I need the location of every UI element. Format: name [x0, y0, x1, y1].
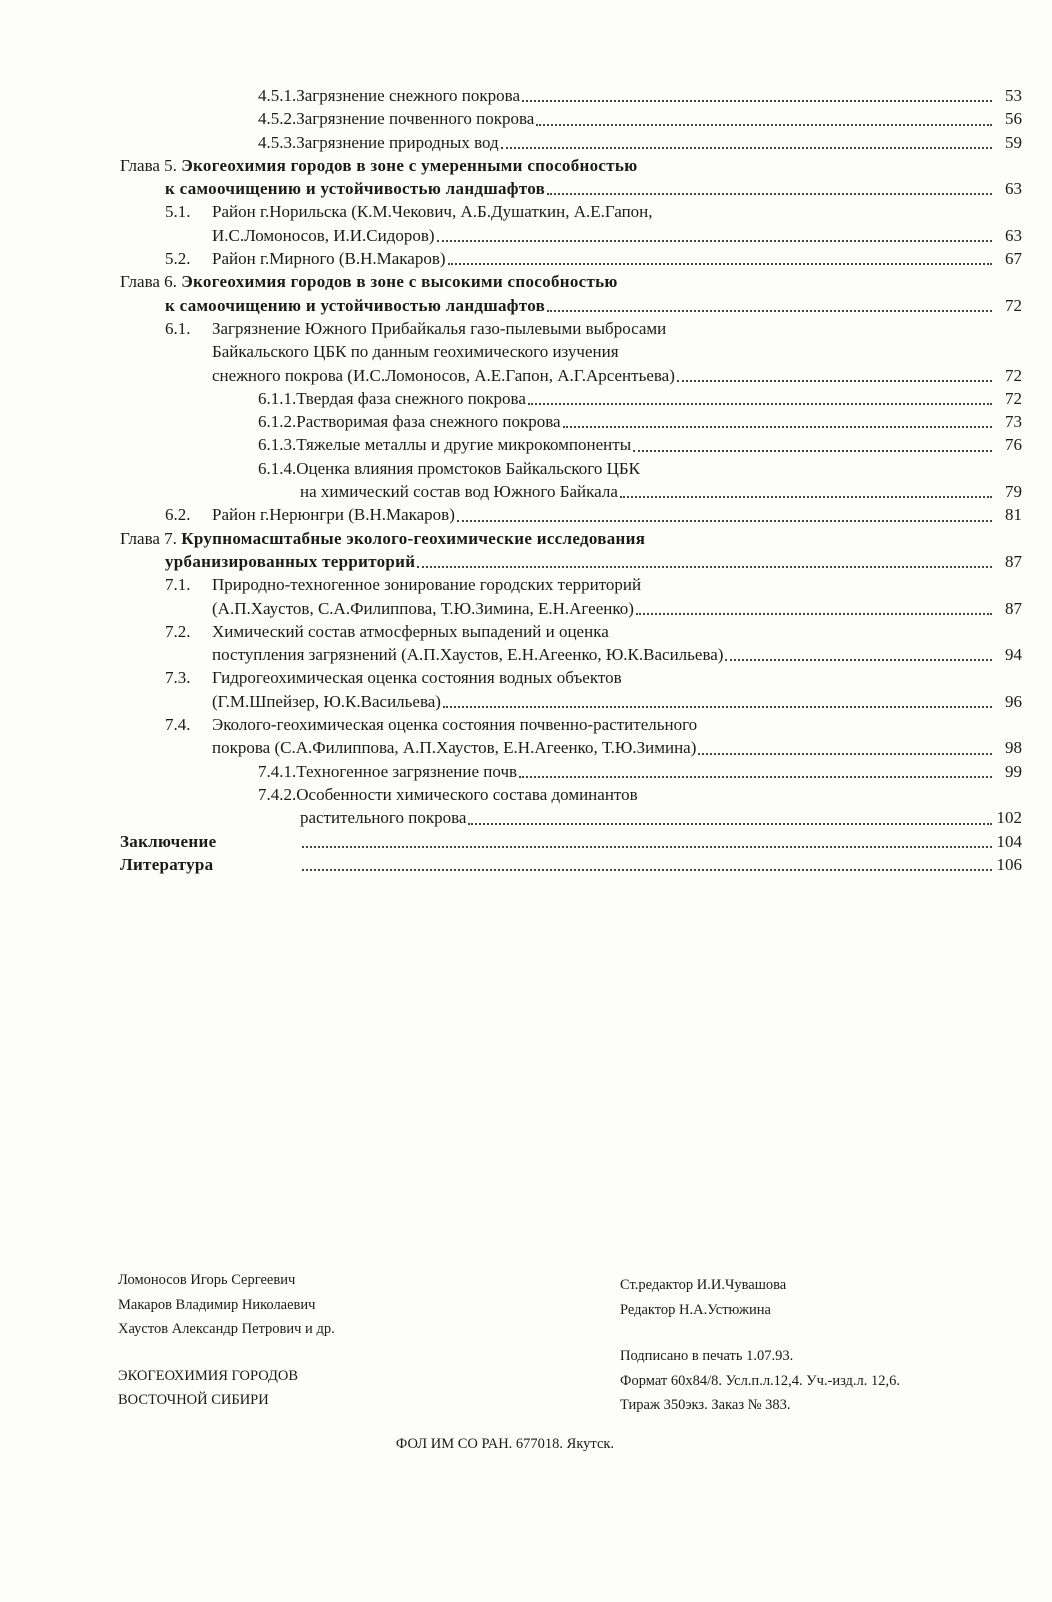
imprint-left — [118, 1268, 335, 1413]
toc-page-number: 81 — [1005, 505, 1022, 525]
toc-page-number: 67 — [1005, 249, 1022, 269]
book-title: ЭКОГЕОХИМИЯ ГОРОДОВ — [118, 1367, 299, 1384]
toc-number: 6.1. — [165, 318, 191, 338]
toc-line — [120, 853, 1022, 876]
toc-title: Крупномасштабные эколого-геохимические исследования — [181, 528, 646, 548]
toc-entry — [120, 457, 1022, 504]
toc-page-number: 94 — [1005, 645, 1022, 665]
toc-line — [120, 760, 1022, 783]
toc-entry — [120, 154, 1022, 201]
book-title: ВОСТОЧНОЙ СИБИРИ — [118, 1392, 269, 1408]
toc-line — [120, 666, 1022, 689]
leader-dots — [417, 566, 992, 568]
leader-dots — [519, 776, 992, 778]
toc-title: Район г.Мирного (В.Н.Макаров) — [212, 249, 446, 269]
toc-page-number: 72 — [1005, 388, 1022, 408]
toc-page-number: 106 — [996, 854, 1022, 874]
toc-title: Район г.Нерюнгри (В.Н.Макаров) — [212, 505, 455, 525]
toc-title: к самоочищению и устойчивостью ландшафтов — [165, 179, 546, 199]
toc-line — [120, 550, 1022, 573]
table-of-contents — [120, 84, 1022, 876]
toc-line — [120, 131, 1022, 154]
toc-line — [120, 224, 1022, 247]
leader-dots — [725, 659, 992, 661]
leader-dots — [302, 846, 992, 848]
toc-line — [120, 410, 1022, 433]
toc-page-number: 87 — [1005, 598, 1022, 618]
toc-number: Глава 6. — [120, 272, 177, 292]
toc-title: Загрязнение почвенного покрова — [296, 109, 535, 129]
toc-entry — [120, 666, 1022, 713]
toc-number: Глава 7. — [120, 528, 177, 548]
leader-dots — [677, 380, 992, 382]
toc-title: Эколого-геохимическая оценка состояния почвенно-растительного — [212, 715, 698, 735]
toc-number: 6.1.2. — [258, 412, 297, 432]
toc-number: 7.2. — [165, 621, 191, 641]
toc-entry — [120, 527, 1022, 574]
leader-dots — [501, 147, 992, 149]
toc-page-number: 73 — [1005, 412, 1022, 432]
toc-title: снежного покрова (И.С.Ломоносов, А.Е.Гапон, А.Г.Арсентьева) — [212, 365, 675, 385]
editor: Ст.редактор И.И.Чувашова — [620, 1277, 787, 1293]
leader-dots — [633, 450, 992, 452]
leader-dots — [620, 496, 992, 498]
toc-page-number: 72 — [1005, 365, 1022, 385]
toc-title: Тяжелые металлы и другие микрокомпоненты — [296, 435, 632, 455]
toc-line — [120, 830, 1022, 853]
leader-dots — [547, 310, 992, 312]
toc-title: покрова (С.А.Филиппова, А.П.Хаустов, Е.Н.Агеенко, Т.Ю.Зимина) — [212, 738, 697, 758]
toc-entry — [120, 107, 1022, 130]
leader-dots — [437, 240, 992, 242]
leader-dots — [698, 753, 992, 755]
leader-dots — [457, 520, 992, 522]
toc-line — [120, 783, 1022, 806]
toc-number: 6.1.4. — [258, 458, 297, 478]
toc-page-number: 98 — [1005, 738, 1022, 758]
toc-line — [120, 200, 1022, 223]
toc-title: Байкальского ЦБК по данным геохимического изучения — [212, 342, 619, 362]
toc-title: растительного покрова — [300, 808, 467, 828]
toc-title: Экогеохимия городов в зоне с умеренными способностью — [181, 155, 638, 175]
toc-line — [120, 270, 1022, 293]
leader-dots — [302, 869, 992, 871]
toc-number: 7.1. — [165, 575, 191, 595]
toc-title: Экогеохимия городов в зоне с высокими способностью — [181, 272, 618, 292]
toc-line — [120, 457, 1022, 480]
toc-title: Оценка влияния промстоков Байкальского ЦБК — [296, 458, 640, 478]
toc-line — [120, 643, 1022, 666]
leader-dots — [547, 193, 992, 195]
toc-number: 6.2. — [165, 505, 191, 525]
print-info: Подписано в печать 1.07.93. — [620, 1348, 794, 1364]
leader-dots — [448, 263, 992, 265]
toc-number: 5.1. — [165, 202, 191, 222]
toc-title: И.С.Ломоносов, И.И.Сидоров) — [212, 225, 435, 245]
toc-line — [120, 690, 1022, 713]
toc-number: 4.5.3. — [258, 132, 297, 152]
toc-entry — [120, 270, 1022, 317]
toc-page-number: 53 — [1005, 86, 1022, 105]
toc-page-number: 59 — [1005, 132, 1022, 152]
toc-page-number: 63 — [1005, 179, 1022, 199]
toc-entry — [120, 247, 1022, 270]
toc-number: 6.1.1. — [258, 388, 297, 408]
editor: Редактор Н.А.Устюжина — [620, 1301, 771, 1318]
toc-title: Техногенное загрязнение почв — [296, 761, 518, 781]
toc-entry — [120, 503, 1022, 526]
toc-title: Загрязнение Южного Прибайкалья газо-пылевыми выбросами — [212, 318, 667, 338]
toc-number: 5.2. — [165, 249, 191, 269]
toc-line — [120, 597, 1022, 620]
imprint-right — [620, 1273, 900, 1418]
toc-page-number: 56 — [1005, 109, 1022, 129]
toc-page-number: 102 — [996, 808, 1022, 828]
toc-entry — [120, 760, 1022, 783]
toc-page-number: 87 — [1005, 551, 1022, 571]
print-info: Тираж 350экз. Заказ № 383. — [620, 1397, 791, 1413]
toc-page-number: 99 — [1005, 761, 1022, 781]
toc-number: 7.4.2. — [258, 784, 297, 804]
leader-dots — [536, 124, 992, 126]
toc-page-number: 72 — [1005, 295, 1022, 315]
toc-page-number: 104 — [996, 831, 1022, 851]
leader-dots — [636, 613, 992, 615]
toc-title: Заключение — [120, 831, 217, 851]
toc-title: Литература — [120, 854, 214, 874]
toc-line — [120, 503, 1022, 526]
toc-title: Химический состав атмосферных выпадений и оценка — [212, 621, 609, 641]
toc-number: 4.5.2. — [258, 109, 297, 129]
toc-title: Загрязнение природных вод — [296, 132, 499, 152]
toc-line — [120, 340, 1022, 363]
author: Макаров Владимир Николаевич — [118, 1296, 316, 1313]
toc-line — [120, 527, 1022, 550]
toc-line — [120, 480, 1022, 503]
toc-page-number: 76 — [1005, 435, 1022, 455]
toc-line — [120, 317, 1022, 340]
leader-dots — [468, 823, 992, 825]
toc-entry — [120, 433, 1022, 456]
toc-entry — [120, 200, 1022, 247]
toc-title: Растворимая фаза снежного покрова — [296, 412, 561, 432]
toc-entry — [120, 713, 1022, 760]
publisher: ФОЛ ИМ СО РАН. 677018. Якутск. — [395, 1436, 615, 1452]
leader-dots — [563, 426, 992, 428]
toc-entry — [120, 573, 1022, 620]
author: Ломоносов Игорь Сергеевич — [118, 1272, 296, 1288]
toc-line — [120, 806, 1022, 829]
toc-title: (А.П.Хаустов, С.А.Филиппова, Т.Ю.Зимина, Е.Н.Агеенко) — [212, 598, 634, 618]
toc-title: Твердая фаза снежного покрова — [296, 388, 526, 408]
toc-number: 6.1.3. — [258, 435, 297, 455]
toc-line — [120, 364, 1022, 387]
toc-line — [120, 84, 1022, 107]
toc-title: к самоочищению и устойчивостью ландшафтов — [165, 295, 546, 315]
toc-entry — [120, 830, 1022, 853]
toc-title: Гидрогеохимическая оценка состояния водных объектов — [212, 668, 622, 688]
toc-title: урбанизированных территорий — [165, 551, 416, 571]
toc-title: Район г.Норильска (К.М.Чекович, А.Б.Душаткин, А.Е.Гапон, — [212, 202, 653, 222]
toc-entry — [120, 620, 1022, 667]
toc-line — [120, 154, 1022, 177]
toc-title: Особенности химического состава доминантов — [296, 784, 638, 804]
toc-title: поступления загрязнений (А.П.Хаустов, Е.Н.Агеенко, Ю.К.Васильева) — [212, 645, 724, 665]
toc-entry — [120, 387, 1022, 410]
toc-number: 7.4. — [165, 715, 191, 735]
leader-dots — [522, 100, 992, 102]
toc-entry — [120, 131, 1022, 154]
toc-line — [120, 573, 1022, 596]
toc-title: на химический состав вод Южного Байкала — [300, 482, 618, 502]
toc-entry — [120, 783, 1022, 830]
toc-line — [120, 387, 1022, 410]
author: Хаустов Александр Петрович и др. — [118, 1321, 335, 1337]
leader-dots — [443, 706, 992, 708]
toc-line — [120, 736, 1022, 759]
toc-number: 7.3. — [165, 668, 191, 688]
toc-line — [120, 177, 1022, 200]
toc-line — [120, 433, 1022, 456]
toc-line — [120, 620, 1022, 643]
toc-title: Загрязнение снежного покрова — [296, 86, 520, 105]
toc-page-number: 79 — [1005, 482, 1022, 502]
toc-page-number: 63 — [1005, 225, 1022, 245]
toc-entry — [120, 410, 1022, 433]
toc-line — [120, 107, 1022, 130]
toc-number: 7.4.1. — [258, 761, 297, 781]
toc-title: (Г.М.Шпейзер, Ю.К.Васильева) — [212, 691, 441, 711]
toc-line — [120, 247, 1022, 270]
toc-page-number: 96 — [1005, 691, 1022, 711]
toc-entry — [120, 84, 1022, 107]
toc-line — [120, 294, 1022, 317]
toc-entry — [120, 853, 1022, 876]
toc-line — [120, 713, 1022, 736]
toc-entry — [120, 317, 1022, 387]
leader-dots — [528, 403, 992, 405]
toc-number: 4.5.1. — [258, 86, 297, 105]
toc-title: Природно-техногенное зонирование городских территорий — [212, 575, 642, 595]
print-info: Формат 60x84/8. Усл.п.л.12,4. Уч.-изд.л. 12,6. — [620, 1372, 901, 1389]
toc-number: Глава 5. — [120, 155, 177, 175]
